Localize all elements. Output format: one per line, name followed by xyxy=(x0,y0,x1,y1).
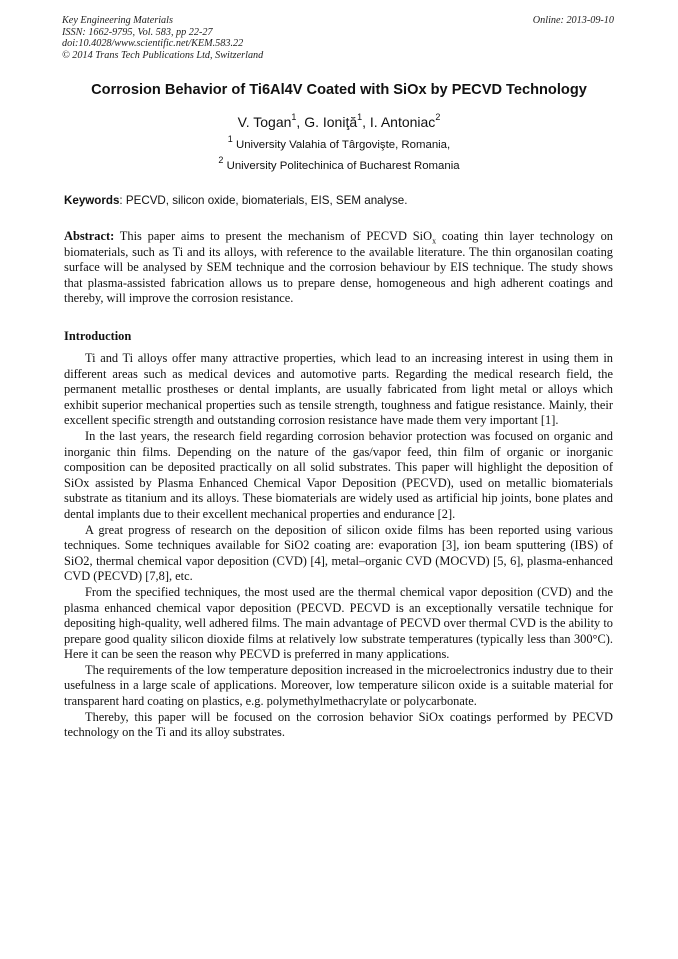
abstract-text-end: coating thin layer technology on biomaterials, such as Ti and its alloys, with reference to the available literature. The thin organosilan coating surface will be analysed by SEM technique and the corrosion behaviour by EIS technique. The study shows that plasma-assisted fabrication allows us to prepare dense, homogeneous and high adherent coatings and thereby, will improve the corrosion resistance. xyxy=(64,229,613,306)
abstract xyxy=(64,229,613,307)
keywords xyxy=(64,193,624,209)
affiliation-text: University Politechinica of Bucharest Romania xyxy=(226,160,460,172)
author-list xyxy=(40,112,638,132)
paragraph: In the last years, the research field regarding corrosion behavior protection was focused on organic and inorganic thin films. Depending on the nature of the gas/vapor feed, thin film of organic or inorganic composition can be deposited practically on all solid substrates. This paper will highlight the deposition of SiOx assisted by Plasma Enhanced Chemical Vapor Deposition (PECVD), used on metallic biomaterials substrate as titanium and its alloys. These biomaterials are widely used as artificial hip joints, bone plates and dental implants due to their excellent mechanical properties and endurance [2]. xyxy=(64,428,613,521)
paragraph: A great progress of research on the deposition of silicon oxide films has been reported using various techniques. Some techniques available for SiO2 coating are: evaporation [3], ion beam sputtering (IBS) of SiO2, thermal chemical vapor deposition (CVD) [4], metal–organic CVD (MOCVD) [5, 6], plasma-enhanced CVD (PECVD) [7,8], etc. xyxy=(64,522,613,584)
author-affiliation-mark: 1 xyxy=(357,112,363,123)
paragraph: From the specified techniques, the most used are the thermal chemical vapor deposition (CVD) and the plasma enhanced chemical vapor deposition (PECVD. PECVD is an exceptionally versatile technique for depositing high-quality, well adhered films. The main advantage of PECVD over thermal CVD is the ability to prepare good quality silicon dioxide films at relatively low substrate temperatures (typically less than 300°C). Here it can be seen the reason why PECVD is preferred in many applications. xyxy=(64,584,613,662)
author-name: G. Ioniţă xyxy=(304,114,358,130)
author-separator: , xyxy=(362,114,370,130)
abstract-label: Abstract: xyxy=(64,229,115,243)
online-date: Online: 2013-09-10 xyxy=(532,15,614,26)
introduction-body xyxy=(64,351,613,741)
keywords-label: Keywords xyxy=(64,194,120,207)
paragraph: Thereby, this paper will be focused on the corrosion behavior SiOx coatings performed by PECVD technology on the Ti and its alloy substrates. xyxy=(64,709,613,740)
introduction-heading: Introduction xyxy=(64,329,132,343)
author-affiliation-mark: 1 xyxy=(291,112,297,123)
affiliation-1 xyxy=(40,134,638,153)
author-affiliation-mark: 2 xyxy=(435,112,441,123)
paragraph: Ti and Ti alloys offer many attractive properties, which lead to an increasing interest in using them in different areas such as medical devices and automotive parts. Regarding the medical research field, the permanent metallic prostheses or dental implants, are usually fabricated from light metal or alloys which exhibit superior mechanical properties such as tensile strength, toughness and fatigue resistance. Mainly, their excellent specific strength and outstanding corrosion resistance have made them very important [1]. xyxy=(64,351,613,428)
author-separator: , xyxy=(296,114,305,130)
author-name: I. Antoniac xyxy=(369,114,436,130)
journal-name: Key Engineering Materials xyxy=(62,15,173,26)
affiliation-mark: 2 xyxy=(218,155,224,166)
paragraph: The requirements of the low temperature deposition increased in the microelectronics industry due to their usefulness in a large scale of applications. Moreover, low temperature silicon oxide is a suitable material for transparent hard coating on plastics, e.g. polymethylmethacrylate or polycarbonate. xyxy=(64,662,613,709)
doi-line: doi:10.4028/www.scientific.net/KEM.583.22 xyxy=(62,38,244,50)
paper-title: Corrosion Behavior of Ti6Al4V Coated with SiOx by PECVD Technology xyxy=(91,82,587,98)
copyright-line: © 2014 Trans Tech Publications Ltd, Switzerland xyxy=(62,49,264,61)
journal-header xyxy=(62,15,263,61)
issn-line: ISSN: 1662-9795, Vol. 583, pp 22-27 xyxy=(62,26,213,38)
author-name: V. Togan xyxy=(237,114,292,130)
affiliation-text: University Valahia of Târgovişte, Romania, xyxy=(235,139,451,151)
affiliation-mark: 1 xyxy=(227,134,233,145)
affiliation-2 xyxy=(40,155,638,174)
abstract-subscript: x xyxy=(432,236,437,246)
abstract-text-start: This paper aims to present the mechanism of PECVD SiO xyxy=(114,229,433,243)
keywords-text: : PECVD, silicon oxide, biomaterials, EIS, SEM analyse. xyxy=(119,194,408,207)
